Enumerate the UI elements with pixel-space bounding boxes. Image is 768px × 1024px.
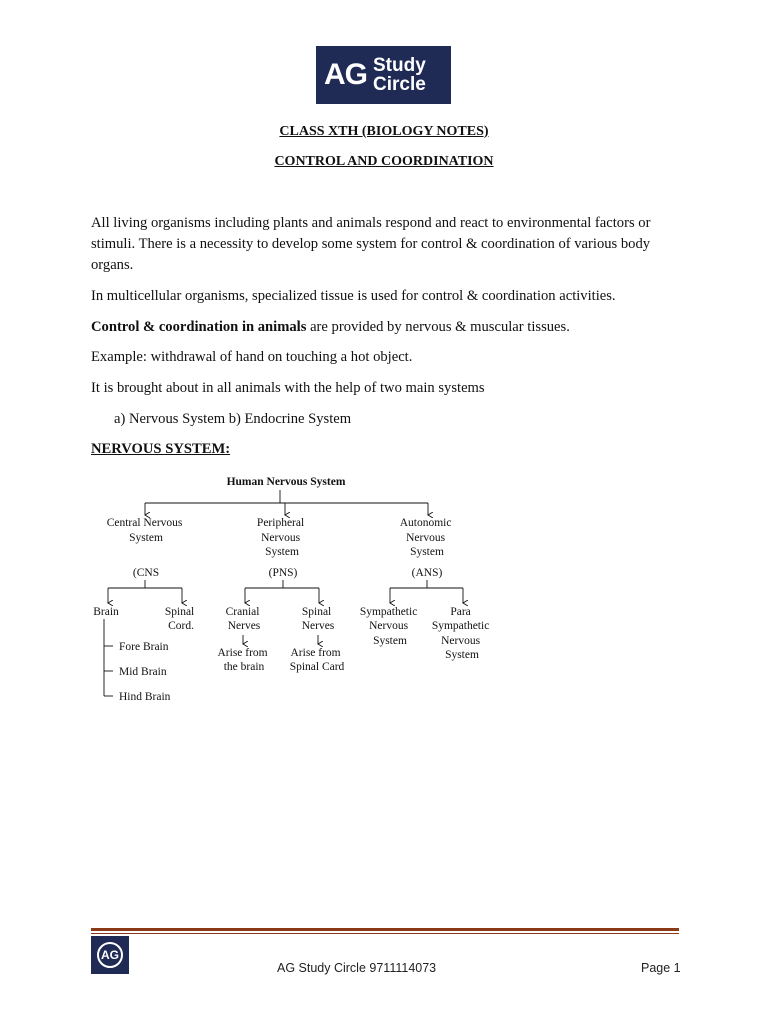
node-spinal-cord: Spinal Cord. <box>164 606 195 632</box>
logo-ag-text: AG <box>324 58 367 91</box>
nervous-system-diagram <box>85 470 505 710</box>
node-sympathetic: Sympathetic Nervous System <box>359 606 418 647</box>
cranial-arise: Arise from the brain <box>217 647 268 673</box>
list-item-systems: a) Nervous System b) Endocrine System <box>114 411 352 427</box>
paragraph-multicellular: In multicellular organisms, specialized tissue is used for control & coordination activities. <box>91 288 616 304</box>
doc-title: CLASS XTH (BIOLOGY NOTES) <box>279 124 489 139</box>
paragraph-animals <box>91 317 681 338</box>
abbr-ans: (ANS) <box>411 567 443 579</box>
abbr-cns: (CNS <box>132 567 160 579</box>
footer-rule-thick <box>91 928 679 931</box>
node-mid-brain: Mid Brain <box>119 666 167 678</box>
logo-words <box>373 56 426 94</box>
node-pns: Peripheral Nervous System <box>256 517 305 558</box>
node-cns: Central Nervous System <box>106 517 183 544</box>
logo-study-text: Study <box>373 55 426 76</box>
section-heading: NERVOUS SYSTEM: <box>91 441 231 457</box>
node-hind-brain: Hind Brain <box>119 691 171 703</box>
node-spinal-nerves: Spinal Nerves <box>301 606 335 632</box>
node-fore-brain: Fore Brain <box>119 641 169 653</box>
footer-rule-thin <box>91 933 679 934</box>
paragraph-animals-rest: are provided by nervous & muscular tissues. <box>306 319 570 335</box>
abbr-pns: (PNS) <box>268 567 298 579</box>
footer-contact: AG Study Circle 9711114073 <box>277 961 437 975</box>
brand-logo <box>316 46 451 104</box>
logo-circle-text: Circle <box>373 74 426 95</box>
paragraph-example: Example: withdrawal of hand on touching a hot object. <box>91 349 413 365</box>
spinal-arise: Arise from Spinal Card <box>289 647 345 673</box>
footer-logo <box>91 936 129 974</box>
bold-phrase: Control & coordination in animals <box>91 319 307 335</box>
doc-subtitle: CONTROL AND COORDINATION <box>274 154 494 169</box>
node-ans: Autonomic Nervous System <box>399 517 452 558</box>
paragraph-intro: All living organisms including plants and animals respond and react to environmental factors or stimuli. There is a necessity to develop some system for control & coordination of various body organs. <box>91 215 651 273</box>
footer-logo-text: AG <box>97 942 123 968</box>
diagram-root: Human Nervous System <box>226 476 346 488</box>
node-brain: Brain <box>93 606 119 618</box>
paragraph-systems: It is brought about in all animals with the help of two main systems <box>91 380 485 396</box>
page-number: Page 1 <box>641 961 681 975</box>
node-para-sympathetic: Para Sympathetic Nervous System <box>431 606 490 661</box>
node-cranial-nerves: Cranial Nerves <box>225 606 261 632</box>
